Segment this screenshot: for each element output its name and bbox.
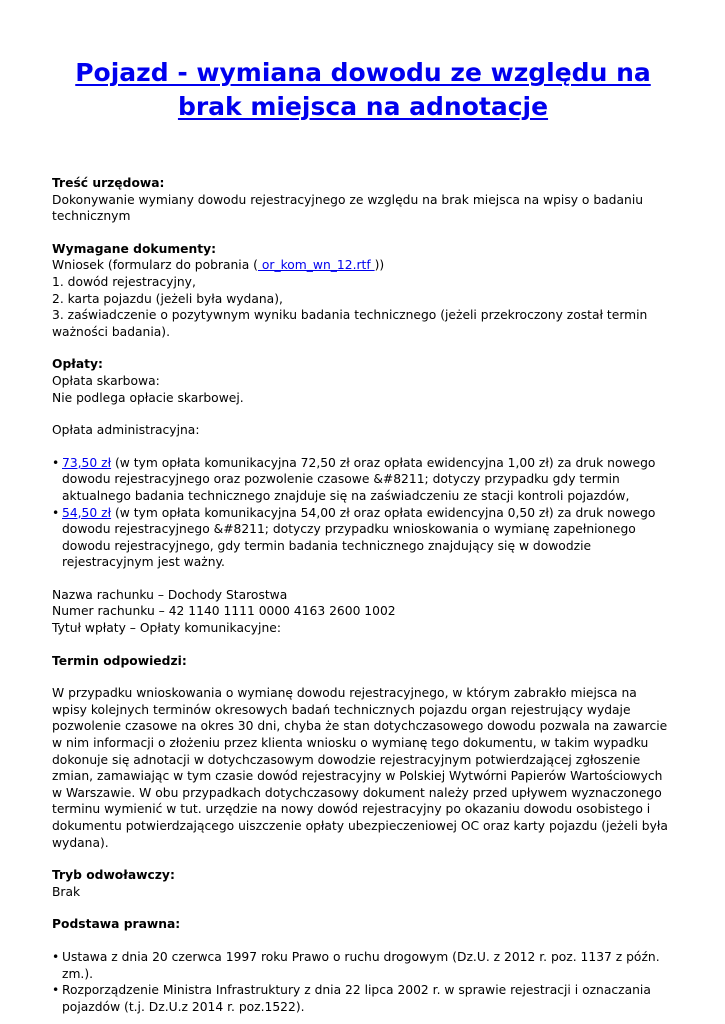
document-page <box>52 56 674 1015</box>
fee-description: (w tym opłata komunikacyjna 72,50 zł oraz opłata ewidencyjna 1,00 zł) za druk nowego dowodu rejestracyjnego oraz pozwolenie czasowe &#8211; dotyczy przypadku gdy termin aktualnego badania technicznego znajduje się na zaświadczeniu ze stacji kontroli pojazdów, <box>62 455 656 503</box>
oplata-skarbowa-label: Opłata skarbowa: <box>52 373 160 388</box>
list-item: • Ustawa z dnia 20 czerwca 1997 roku Prawo o ruchu drogowym (Dz.U. z 2012 r. poz. 1137 z późn. zm.). <box>52 949 674 982</box>
tryb-label: Tryb odwoławczy: <box>52 868 175 883</box>
tresc-text: Dokonywanie wymiany dowodu rejestracyjnego ze względu na brak miejsca na wpisy o badaniu technicznym <box>52 192 644 224</box>
termin-label: Termin odpowiedzi: <box>52 653 187 668</box>
tytul-wplaty: Tytuł wpłaty – Opłaty komunikacyjne: <box>52 621 281 636</box>
rachunek-numer: Numer rachunku – 42 1140 1111 0000 4163 2600 1002 <box>52 604 396 619</box>
podstawa-list <box>52 949 674 1015</box>
oplata-skarbowa-text: Nie podlega opłacie skarbowej. <box>52 390 244 405</box>
page-title <box>52 56 674 124</box>
termin-text: W przypadku wnioskowania o wymianę dowodu rejestracyjnego, w którym zabrakło miejsca na wpisy kolejnych terminów okresowych badań technicznych pojazdu organ rejestrujący wydaje pozwolenie czasowe na okres 30 dni, chyba że stan dotychczasowego dowodu pozwala na zawarcie w nim informacji o złożeniu przez klienta wniosku o wymianę tego dokumentu, w takim wypadku dokonuje się adnotacji w dotychczasowym dowodzie rejestracyjnym potwierdzającej zgłoszenie zmian, zamawiając w tym czasie dowód rejestracyjny w Polskiej Wytwórni Papierów Wartościowych w Warszawie. W obu przypadkach dotychczasowy dokument należy przed upływem wyznaczonego terminu wymienić w tut. urzędzie na nowy dowód rejestracyjny po okazaniu dowodu osobistego i dokumentu potwierdzającego uiszczenie opłaty ubezpieczeniowej OC oraz karty pojazdu (jeżeli była wydana). <box>52 686 668 850</box>
tresc-label: Treść urzędowa: <box>52 176 165 190</box>
wniosek-line <box>52 257 674 274</box>
list-item <box>52 505 674 571</box>
list-item: • Rozporządzenie Ministra Infrastruktury z dnia 22 lipca 2002 r. w sprawie rejestracji i oznaczania pojazdów (t.j. Dz.U.z 2014 r. poz.1522). <box>52 982 674 1015</box>
list-item <box>52 455 674 505</box>
dokument-item: 2. karta pojazdu (jeżeli była wydana), <box>52 291 283 306</box>
form-download-link[interactable]: or_kom_wn_12.rtf <box>257 258 375 273</box>
dokumenty-label: Wymagane dokumenty: <box>52 241 217 256</box>
dokument-item: 1. dowód rejestracyjny, <box>52 274 196 289</box>
tryb-text: Brak <box>52 884 81 899</box>
rachunek-nazwa: Nazwa rachunku – Dochody Starostwa <box>52 587 288 602</box>
wniosek-prefix: Wniosek (formularz do pobrania ( <box>52 258 258 273</box>
oplata-admin-label: Opłata administracyjna: <box>52 423 200 438</box>
oplata-admin-list <box>52 455 674 571</box>
wniosek-suffix: )) <box>374 258 385 273</box>
podstawa-label: Podstawa prawna: <box>52 917 181 932</box>
fee-description: (w tym opłata komunikacyjna 54,00 zł oraz opłata ewidencyjna 0,50 zł) za druk nowego dowodu rejestracyjnego &#8211; dotyczy przypadku wnioskowania o wymianę zapełnionego dowodu rejestracyjnego, gdy termin badania technicznego znajdujący się w dowodzie rejestracyjnym jest ważny. <box>62 505 656 570</box>
dokument-item: 3. zaświadczenie o pozytywnym wyniku badania technicznego (jeżeli przekroczony został termin ważności badania). <box>52 308 648 339</box>
fee-link[interactable]: 73,50 zł <box>62 455 112 470</box>
fee-link[interactable]: 54,50 zł <box>62 505 112 520</box>
title-link[interactable]: Pojazd - wymiana dowodu ze względu na brak miejsca na adnotacje <box>75 58 651 121</box>
oplaty-label: Opłaty: <box>52 357 103 372</box>
